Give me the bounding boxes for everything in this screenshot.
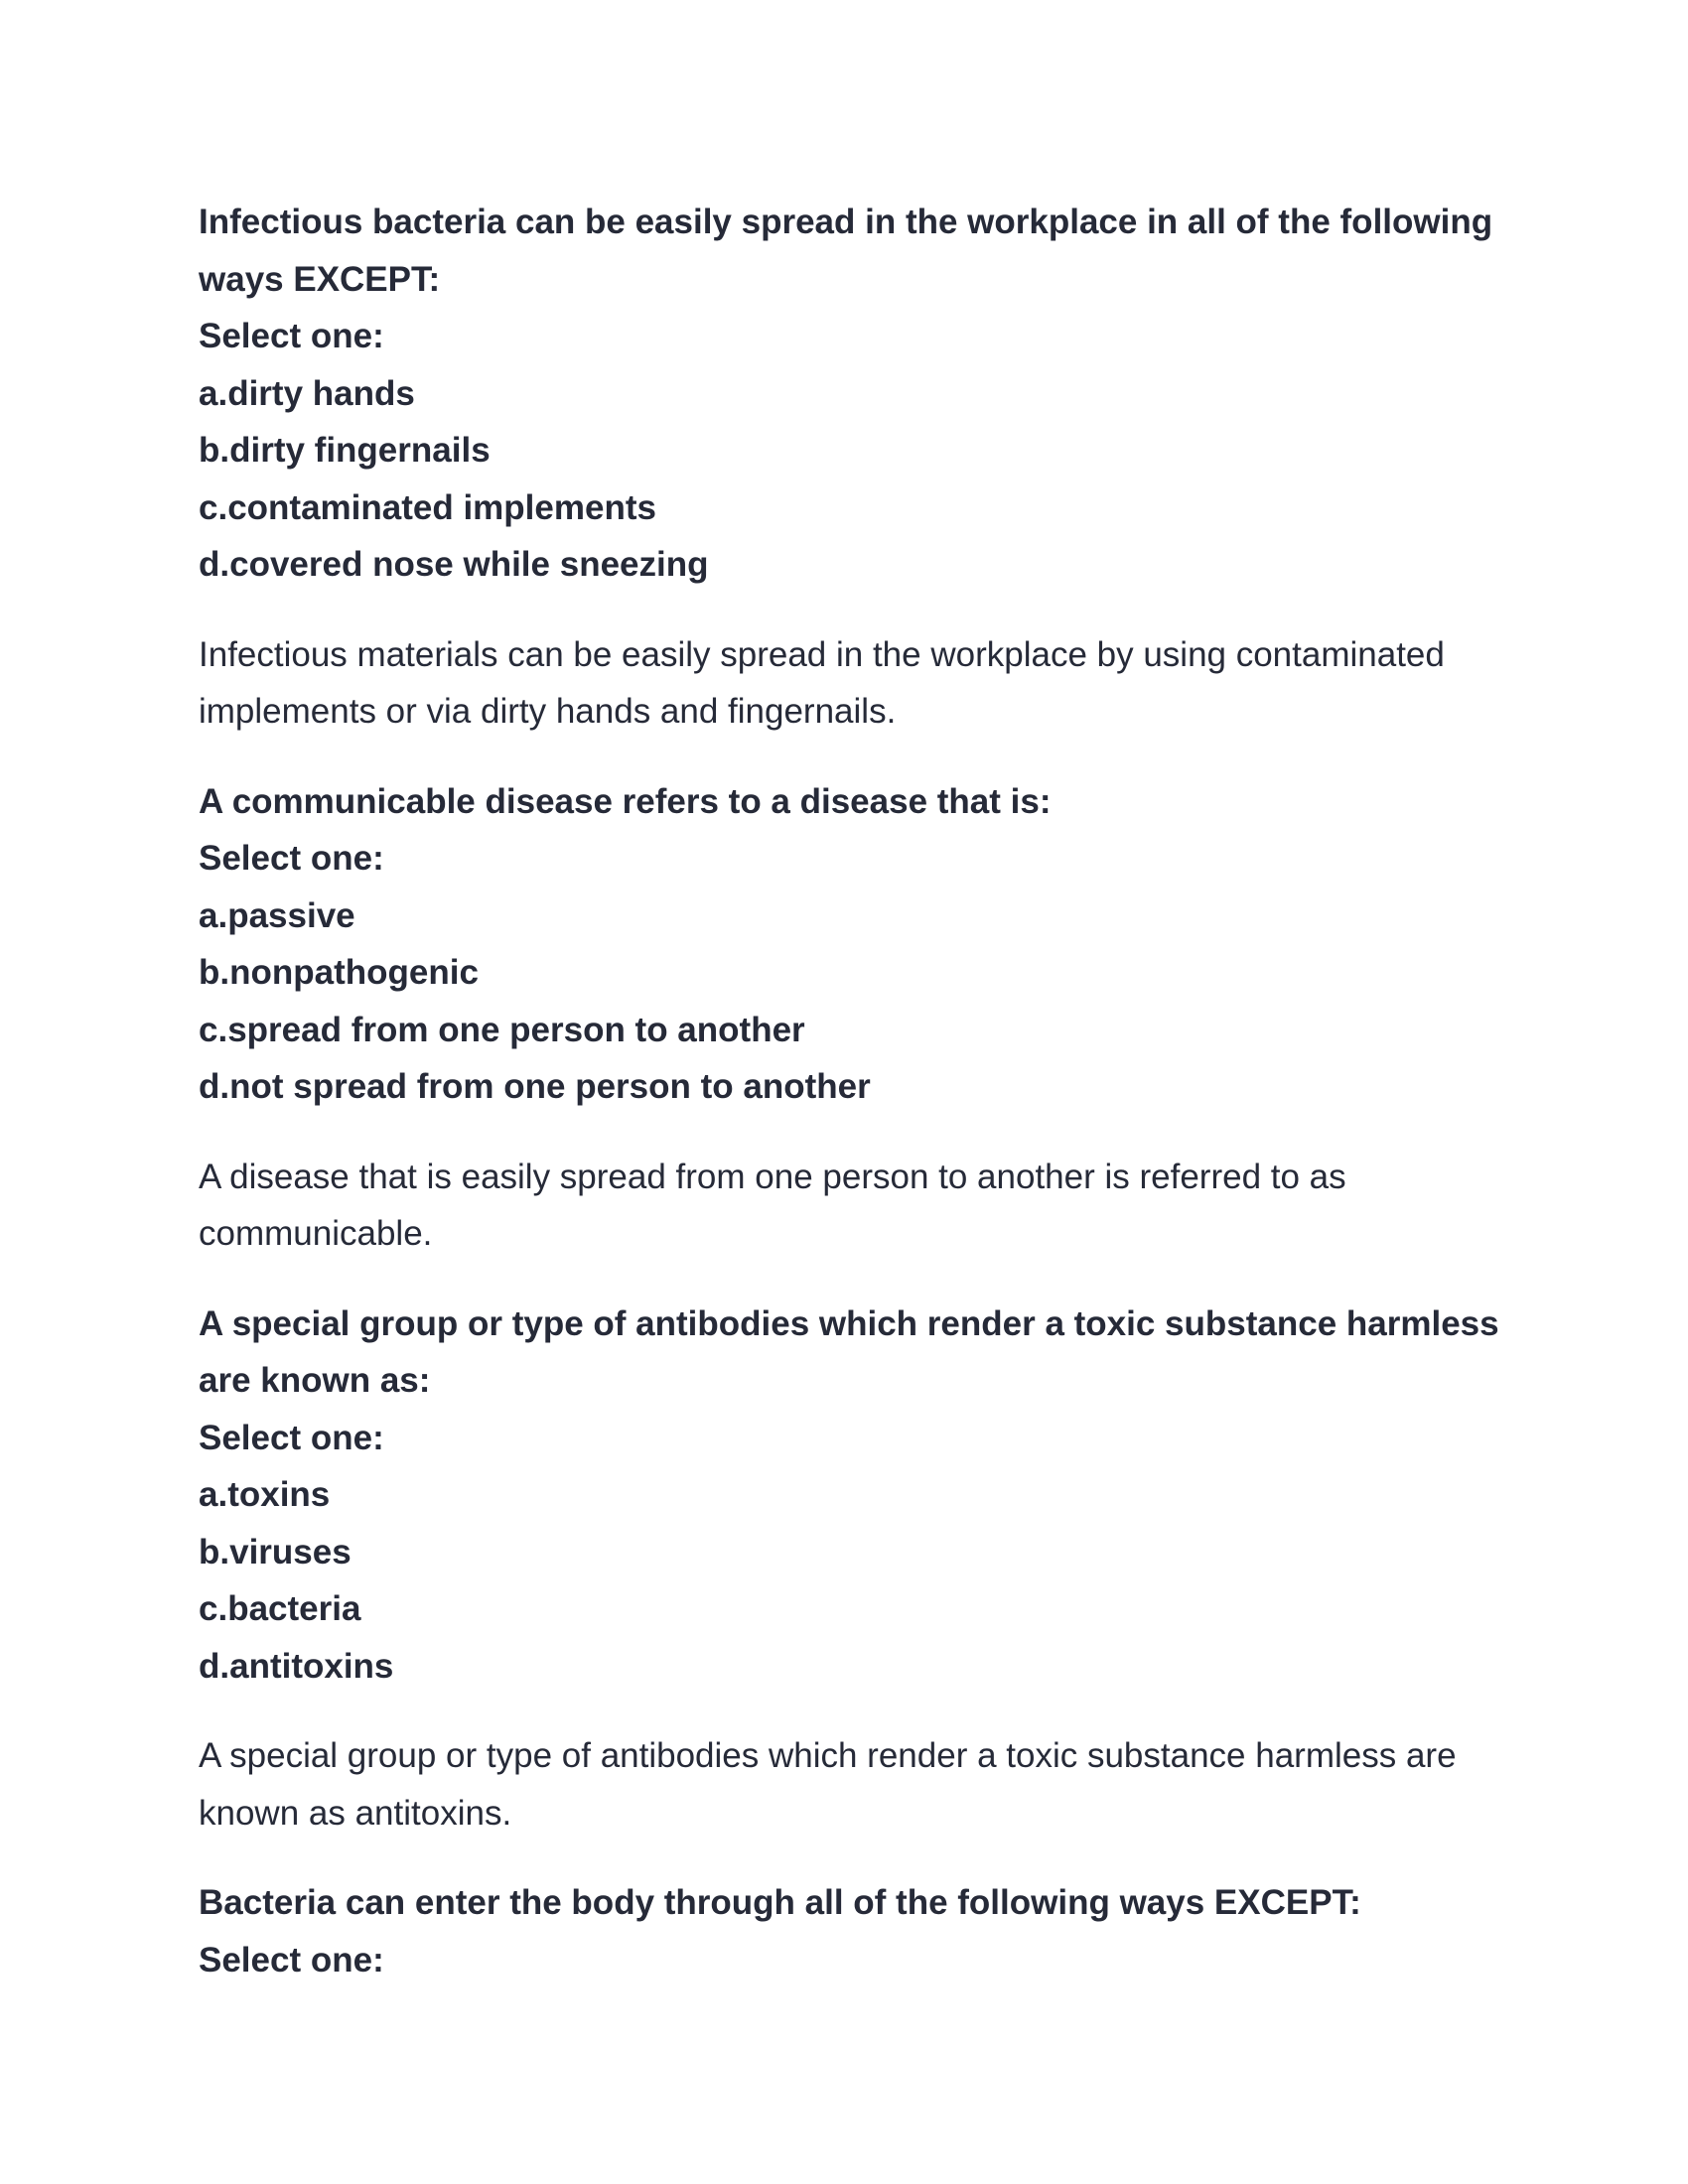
answer-option-c: c.contaminated implements <box>199 487 656 527</box>
answer-option-b: b.viruses <box>199 1532 352 1571</box>
answer-option-a: a.toxins <box>199 1475 331 1514</box>
question-text: Infectious bacteria can be easily spread in the workplace in all of the following <box>199 203 1493 241</box>
select-one-prompt: Select one: <box>199 839 384 878</box>
document-page <box>199 194 1499 1988</box>
answer-option-d: d.covered nose while sneezing <box>199 545 709 584</box>
select-one-prompt: Select one: <box>199 1940 384 1979</box>
answer-option-d: d.antitoxins <box>199 1646 394 1686</box>
question-text: Bacteria can enter the body through all of the following ways EXCEPT: <box>199 1883 1361 1922</box>
question-block-3 <box>199 1296 1499 1696</box>
answer-option-a: a.passive <box>199 895 355 935</box>
select-one-prompt: Select one: <box>199 317 384 355</box>
answer-option-c: c.spread from one person to another <box>199 1010 805 1049</box>
question-text: A special group or type of antibodies which render a toxic substance harmless <box>199 1303 1499 1343</box>
question-block-1 <box>199 194 1493 594</box>
select-one-prompt: Select one: <box>199 1418 384 1457</box>
explanation-block-3 <box>199 1727 1489 1842</box>
answer-option-b: b.dirty fingernails <box>199 431 491 470</box>
question-block-2 <box>199 773 1489 1116</box>
explanation-text: communicable. <box>199 1214 433 1253</box>
explanation-text: Infectious materials can be easily spread in the workplace by using contaminated <box>199 634 1445 674</box>
answer-option-b: b.nonpathogenic <box>199 953 479 992</box>
question-block-4 <box>199 1874 1489 1988</box>
question-text: are known as: <box>199 1361 431 1400</box>
answer-option-d: d.not spread from one person to another <box>199 1067 871 1106</box>
question-text: A communicable disease refers to a disease that is: <box>199 781 1052 821</box>
question-text: ways EXCEPT: <box>199 259 441 299</box>
answer-option-a: a.dirty hands <box>199 373 415 413</box>
explanation-text: implements or via dirty hands and fingernails. <box>199 692 897 731</box>
explanation-text: known as antitoxins. <box>199 1793 512 1833</box>
answer-option-c: c.bacteria <box>199 1589 361 1628</box>
explanation-text: A disease that is easily spread from one person to another is referred to as <box>199 1157 1346 1196</box>
explanation-block-1 <box>199 626 1489 741</box>
explanation-block-2 <box>199 1149 1489 1263</box>
explanation-text: A special group or type of antibodies which render a toxic substance harmless are <box>199 1736 1457 1775</box>
